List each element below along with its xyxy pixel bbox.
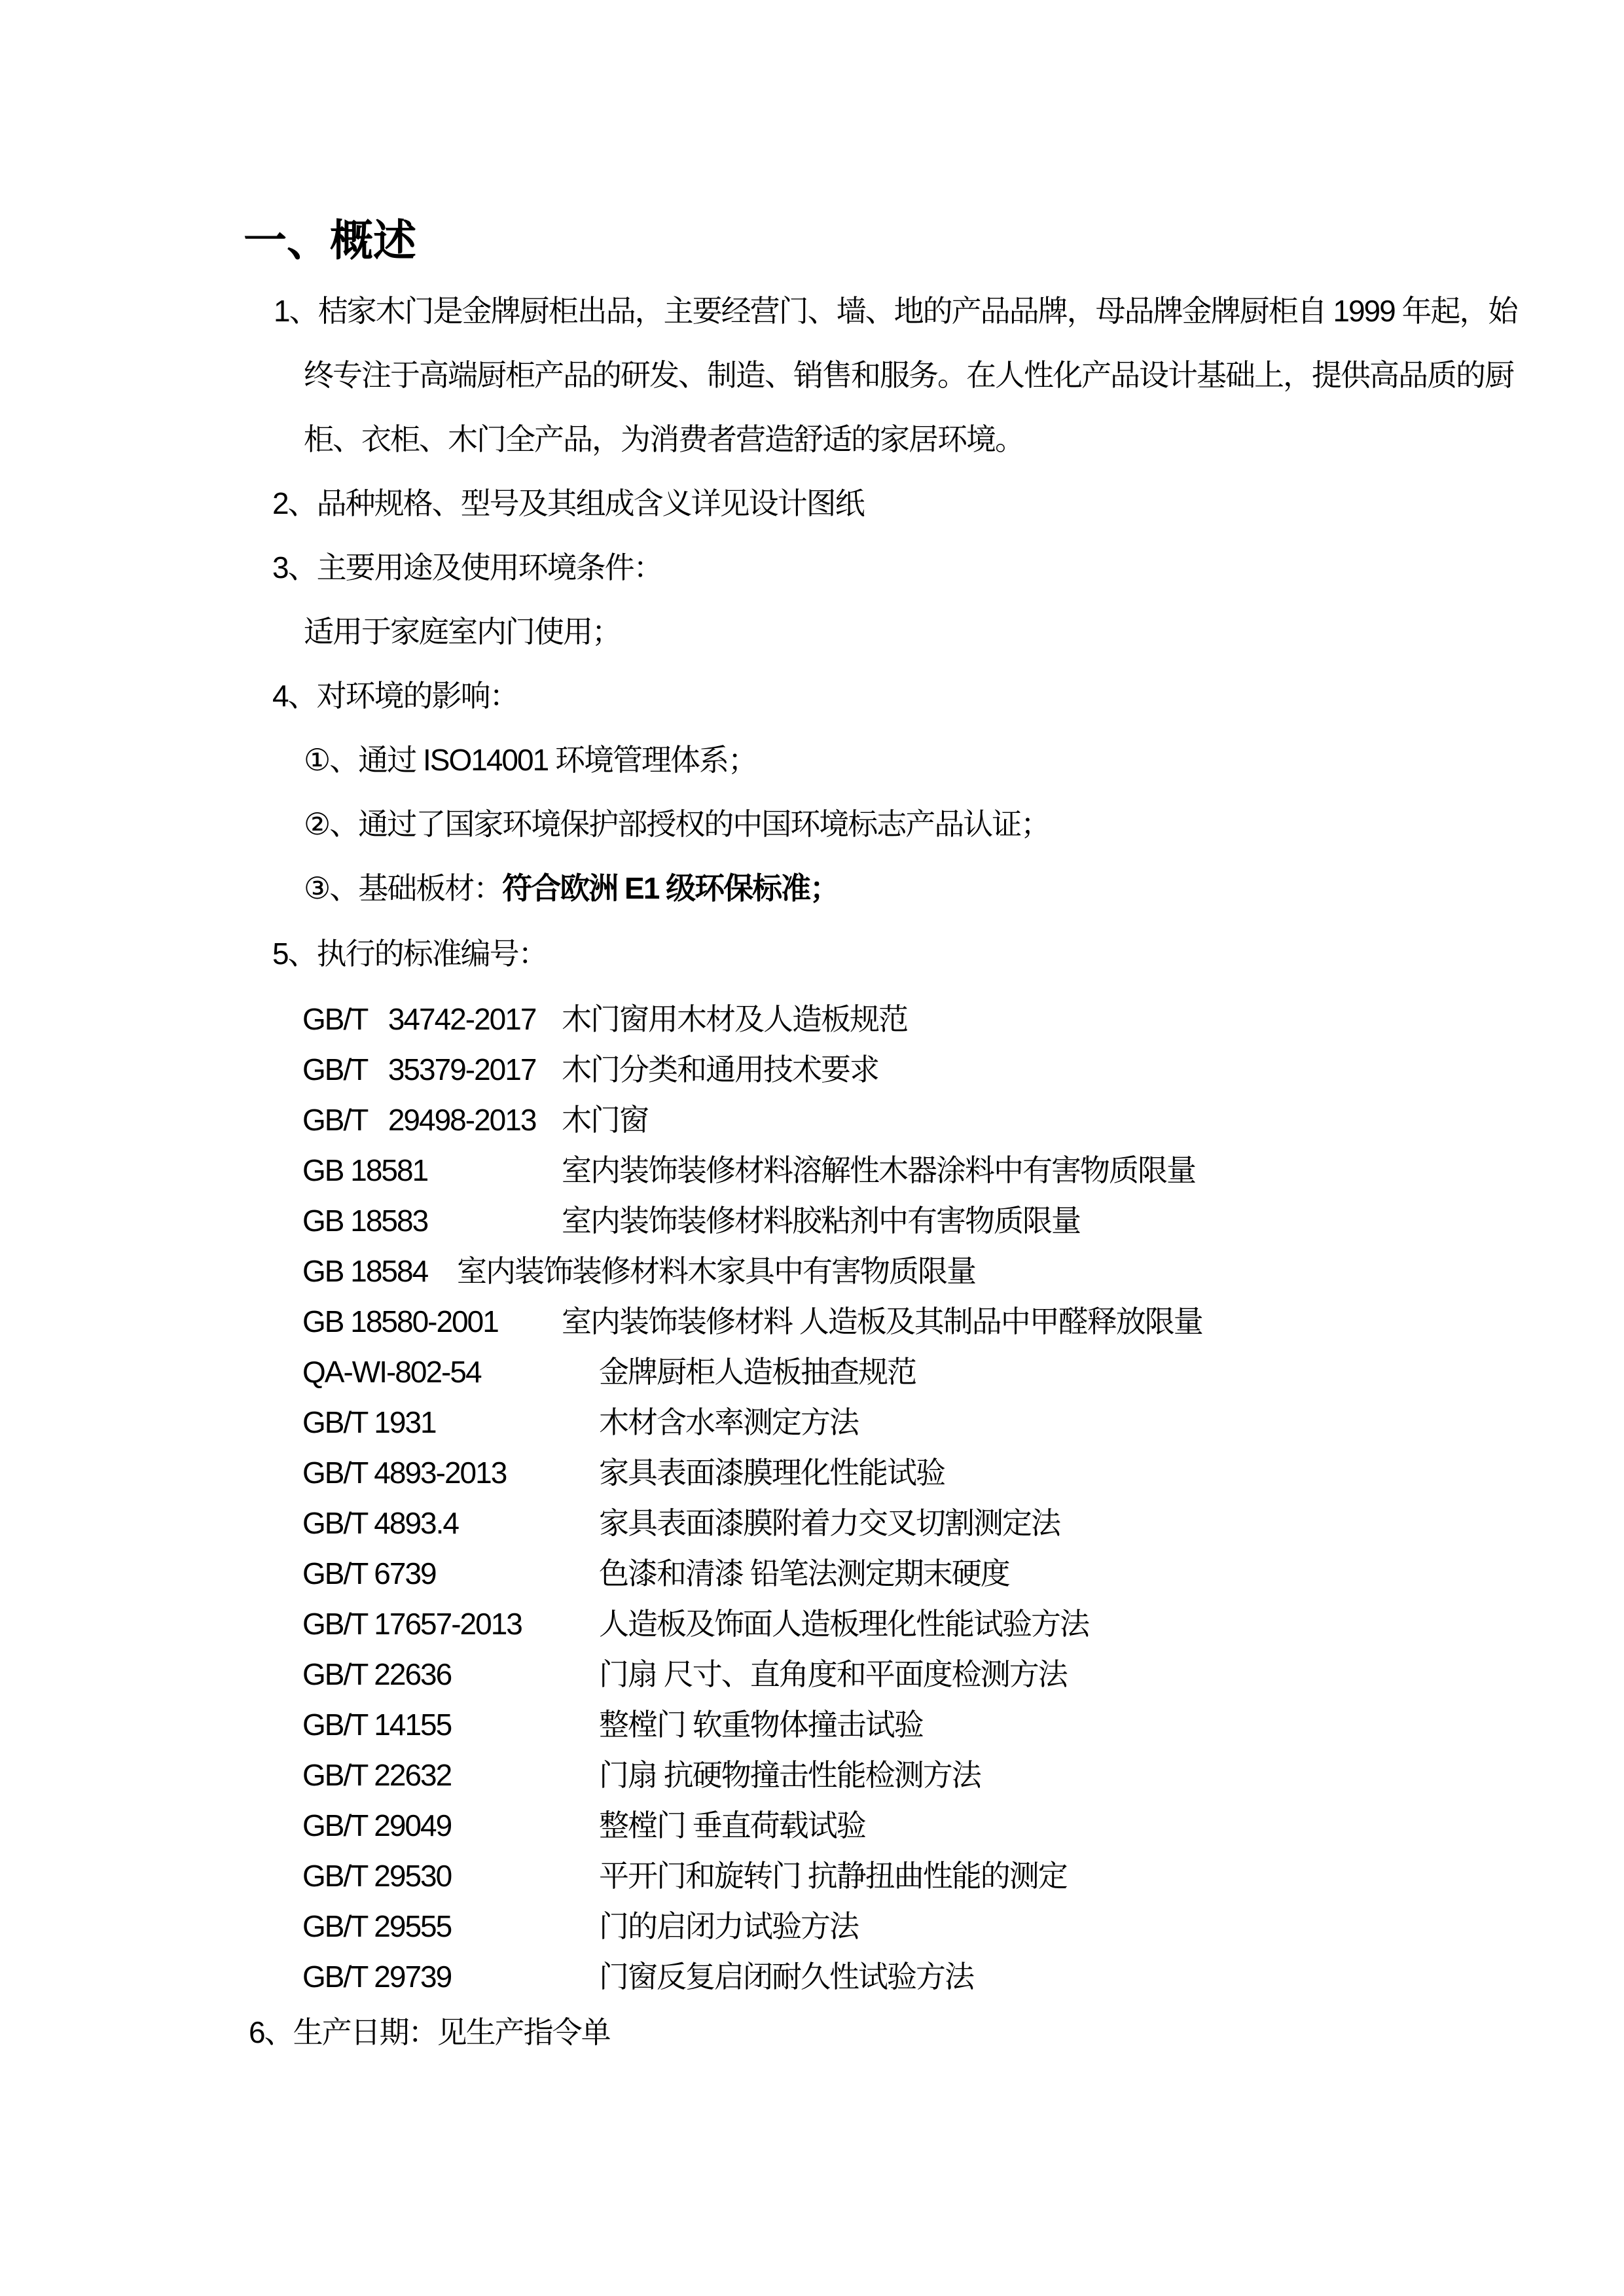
standard-code: GB 18584: [302, 1254, 428, 1288]
standard-code: GB/T 35379-2017: [302, 1052, 536, 1086]
standard-name: 门扇 抗硬物撞击性能检测方法: [599, 1758, 981, 1792]
standard-name: 家具表面漆膜理化性能试验: [599, 1456, 945, 1490]
item-2: 2、品种规格、型号及其组成含义详见设计图纸: [272, 486, 864, 520]
standard-row: [302, 1103, 1546, 1142]
standard-row: [302, 1556, 1546, 1596]
standard-row: [302, 1405, 1546, 1444]
standard-row: [302, 1355, 1546, 1394]
standard-code: GB/T 14155: [302, 1708, 452, 1742]
standard-row: [302, 1204, 1546, 1243]
standard-code: GB/T 6739: [302, 1556, 436, 1590]
standard-row: [302, 1002, 1546, 1041]
standard-name: 整樘门 软重物体撞击试验: [599, 1708, 923, 1742]
item-3-sub: 适用于家庭室内门使用；: [304, 615, 621, 649]
standard-row: [302, 1909, 1546, 1948]
standard-code: QA-WI-802-54: [302, 1355, 481, 1389]
standard-code: GB/T 22636: [302, 1657, 452, 1691]
standard-name: 室内装饰装修材料 人造板及其制品中甲醛释放限量: [562, 1304, 1202, 1338]
standard-name: 金牌厨柜人造板抽查规范: [599, 1355, 916, 1389]
standard-name: 木门窗: [562, 1103, 648, 1137]
paragraph1-line2: 终专注于高端厨柜产品的研发、制造、销售和服务。在人性化产品设计基础上，提供高品质的厨: [304, 358, 1513, 392]
item-4-sub1: ①、通过 ISO14001 环境管理体系；: [304, 743, 757, 777]
item-3: 3、主要用途及使用环境条件：: [272, 550, 662, 584]
standard-name: 门扇 尺寸、直角度和平面度检测方法: [599, 1657, 1067, 1691]
standard-code: GB/T 22632: [302, 1758, 452, 1792]
standard-code: GB/T 29049: [302, 1808, 452, 1842]
standard-row: [302, 1153, 1546, 1193]
standard-name: 木门窗用木材及人造板规范: [562, 1002, 907, 1036]
standard-name: 木材含水率测定方法: [599, 1405, 858, 1439]
standard-row: [302, 1607, 1546, 1646]
item-6: 6、生产日期：见生产指令单: [249, 2015, 610, 2049]
standard-code: GB/T 29498-2013: [302, 1103, 536, 1137]
standard-code: GB 18580-2001: [302, 1304, 498, 1338]
standard-row: [302, 1456, 1546, 1495]
standard-code: GB/T 4893.4: [302, 1506, 458, 1540]
standard-row: [302, 1758, 1546, 1797]
standard-name: 室内装饰装修材料溶解性木器涂料中有害物质限量: [562, 1153, 1195, 1187]
standard-code: GB/T 29555: [302, 1909, 452, 1943]
standard-name: 人造板及饰面人造板理化性能试验方法: [599, 1607, 1089, 1641]
standard-row: [302, 1708, 1546, 1747]
item-5: 5、执行的标准编号：: [272, 937, 547, 971]
paragraph1-line1: 1、桔家木门是金牌厨柜出品，主要经营门、墙、地的产品品牌，母品牌金牌厨柜自 1999 年起，始: [274, 294, 1517, 328]
standard-row: [302, 1506, 1546, 1545]
standard-code: GB/T 1931: [302, 1405, 436, 1439]
standard-name: 家具表面漆膜附着力交叉切割测定法: [599, 1506, 1060, 1540]
item-4-sub3: [304, 871, 839, 906]
standard-name: 整樘门 垂直荷载试验: [599, 1808, 865, 1842]
item-4-sub2: ②、通过了国家环境保护部授权的中国环境标志产品认证；: [304, 807, 1050, 841]
standard-row: [302, 1052, 1546, 1092]
item-4-sub3-bold-text: 符合欧洲 E1 级环保标准；: [502, 871, 839, 905]
standard-name: 室内装饰装修材料木家具中有害物质限量: [457, 1254, 975, 1288]
section-heading: 一、概述: [244, 216, 416, 264]
standard-row: [302, 1859, 1546, 1898]
standard-code: GB/T 17657-2013: [302, 1607, 522, 1641]
standard-code: GB/T 29530: [302, 1859, 452, 1893]
standard-row: [302, 1657, 1546, 1696]
standard-name: 门的启闭力试验方法: [599, 1909, 858, 1943]
item-4: 4、对环境的影响：: [272, 679, 518, 713]
standard-name: 平开门和旋转门 抗静扭曲性能的测定: [599, 1859, 1067, 1893]
standard-row: [302, 1808, 1546, 1848]
standard-code: GB/T 34742-2017: [302, 1002, 536, 1036]
standard-name: 木门分类和通用技术要求: [562, 1052, 878, 1086]
standard-name: 门窗反复启闭耐久性试验方法: [599, 1960, 973, 1994]
standard-row: [302, 1304, 1546, 1344]
standard-code: GB/T 4893-2013: [302, 1456, 507, 1490]
standard-code: GB 18583: [302, 1204, 428, 1238]
standard-code: GB 18581: [302, 1153, 428, 1187]
standard-name: 室内装饰装修材料胶粘剂中有害物质限量: [562, 1204, 1080, 1238]
standard-row: [302, 1254, 1546, 1293]
standard-name: 色漆和清漆 铅笔法测定期末硬度: [599, 1556, 1009, 1590]
item-4-sub3-label: ③、基础板材：: [304, 871, 503, 905]
standard-row: [302, 1960, 1546, 1999]
standard-code: GB/T 29739: [302, 1960, 452, 1994]
paragraph1-line3: 柜、衣柜、木门全产品，为消费者营造舒适的家居环境。: [304, 422, 1024, 456]
